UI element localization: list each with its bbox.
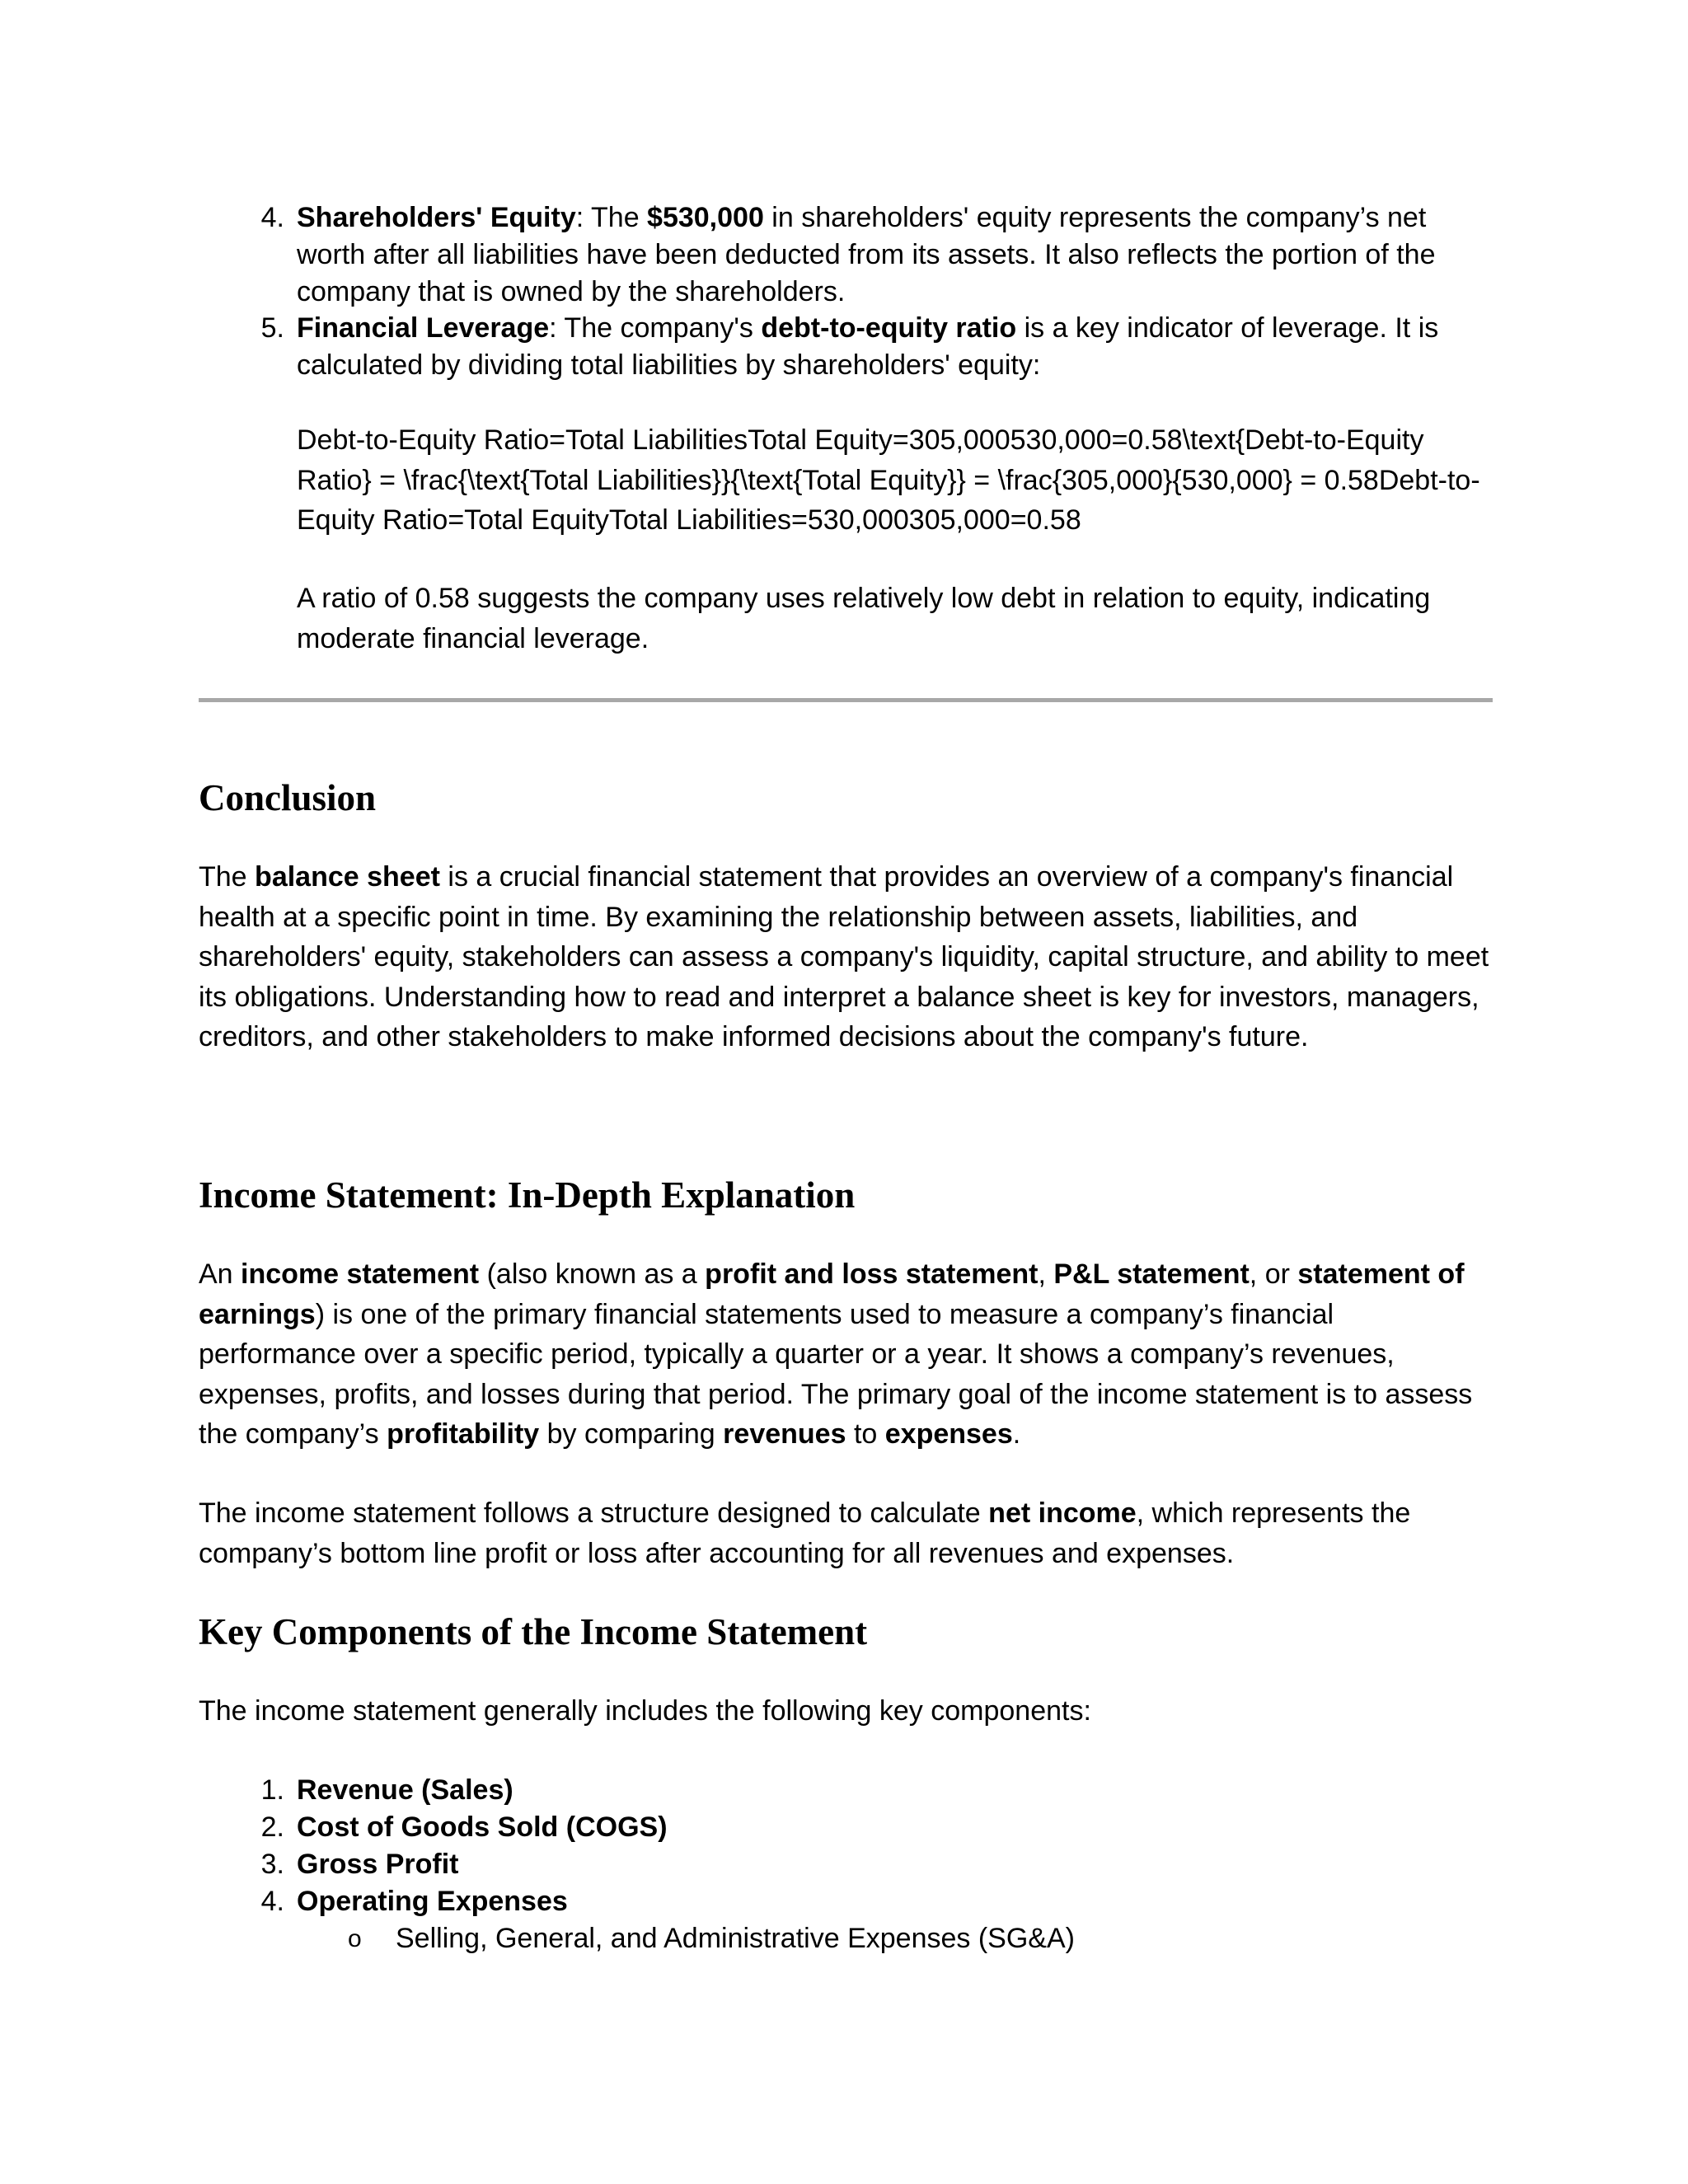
list-item-shareholders-equity: 4. Shareholders' Equity: The $530,000 in shareholders' equity represents the company’s net worth after all liabilities have been deducted from its assets. It also reflects the portion of the company that is owned by the shareholders. <box>297 199 1492 311</box>
list-item-financial-leverage: 5. Financial Leverage: The company's debt-to-equity ratio is a key indicator of leverage. It is calculated by dividing total liabilities by shareholders' equity: <box>297 310 1492 384</box>
income-structure-paragraph: The income statement follows a structure designed to calculate net income, which represents the company’s bottom line profit or loss after accounting for all revenues and expenses. <box>199 1497 1411 1569</box>
term-financial-leverage: Financial Leverage <box>297 312 550 344</box>
amount-530000: $530,000 <box>647 202 764 233</box>
component-item-operating-expenses: 4. Operating Expenses <box>260 1886 568 1917</box>
horizontal-divider <box>199 698 1493 702</box>
term-debt-to-equity: debt-to-equity ratio <box>761 312 1017 344</box>
key-components-intro: The income statement generally includes the following key components: <box>199 1695 1091 1727</box>
bullet-icon: o <box>348 1925 362 1952</box>
list-number: 4. <box>260 202 284 233</box>
term-shareholders-equity: Shareholders' Equity <box>297 202 576 233</box>
formula-paragraph: Debt-to-Equity Ratio=Total LiabilitiesTotal Equity=305,000530,000=0.58\text{Debt-to-Equity Ratio} = \frac{\text{Total Liabilities}}{\text{Total Equity}} = \frac{305,000}{530,000} = 0.58Debt-to-Equity Ratio=Total EquityTotal Liabilities=530,000305,000=0.58 <box>297 424 1480 536</box>
income-statement-heading: Income Statement: In-Depth Explanation <box>199 1174 856 1216</box>
income-intro-paragraph: An income statement (also known as a profit and loss statement, P&L statement, or statement of earnings) is one of the primary financial statements used to measure a company’s financial performance over a specific period, typically a quarter or a year. It shows a company’s revenues, expenses, profits, and losses during that period. The primary goal of the income statement is to assess the company’s profitability by comparing revenues to expenses. <box>199 1258 1473 1450</box>
ratio-note: A ratio of 0.58 suggests the company uses relatively low debt in relation to equity, indicating moderate financial leverage. <box>297 583 1431 654</box>
component-subitem-sga: o Selling, General, and Administrative Expenses (SG&A) <box>396 1920 1492 1957</box>
component-item-gross-profit: 3. Gross Profit <box>260 1849 459 1880</box>
component-item-cogs: 2. Cost of Goods Sold (COGS) <box>260 1811 668 1843</box>
key-components-heading: Key Components of the Income Statement <box>199 1611 868 1652</box>
conclusion-paragraph: The balance sheet is a crucial financial statement that provides an overview of a company's financial health at a specific point in time. By examining the relationship between assets, liabilities, and shareholders' equity, stakeholders can assess a company's liquidity, capital structure, and ability to meet its obligations. Understanding how to read and interpret a balance sheet is key for investors, managers, creditors, and other stakeholders to make informed decisions about the company's future. <box>199 861 1489 1052</box>
component-item-revenue: 1. Revenue (Sales) <box>260 1774 513 1806</box>
conclusion-heading: Conclusion <box>199 777 377 818</box>
list-number: 5. <box>260 312 284 344</box>
